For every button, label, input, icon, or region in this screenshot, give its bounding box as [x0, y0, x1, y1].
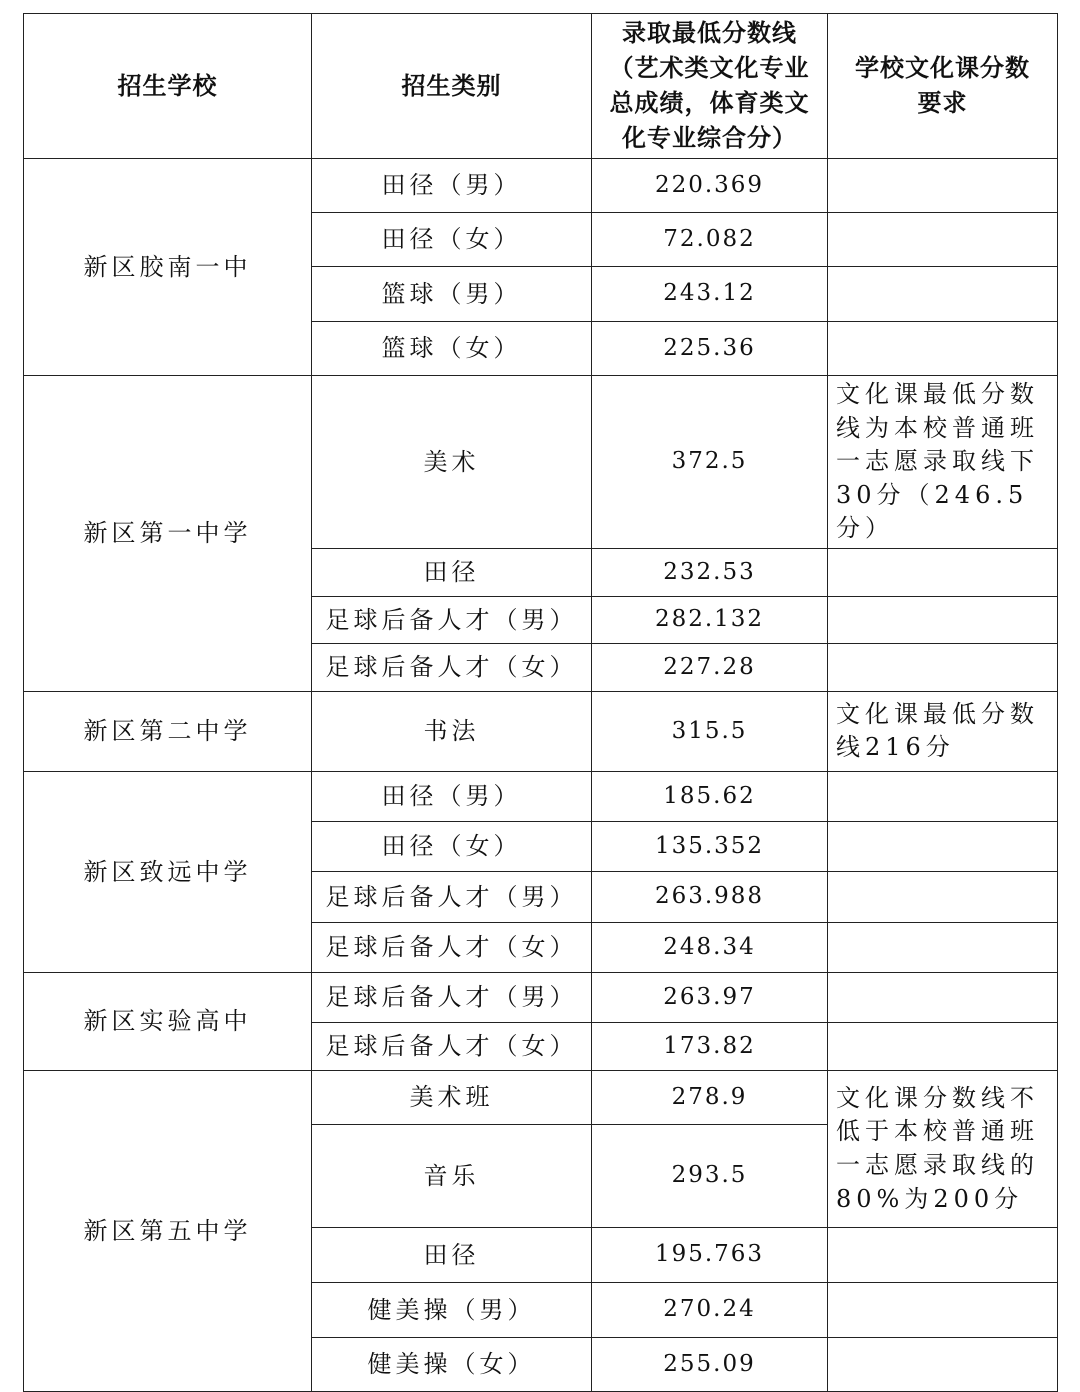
score-cell: 263.988	[592, 871, 828, 922]
table-row	[24, 376, 1058, 549]
score-cell: 72.082	[592, 213, 828, 267]
header-category: 招生类别	[312, 14, 592, 159]
note-cell	[828, 771, 1058, 821]
table-row	[24, 159, 1058, 213]
category-cell: 足球后备人才（女）	[312, 643, 592, 691]
table-row	[24, 691, 1058, 771]
header-score-line: 录取最低分数线（艺术类文化专业总成绩，体育类文化专业综合分）	[592, 14, 828, 159]
school-name: 新区第五中学	[24, 1070, 312, 1391]
note-cell	[828, 159, 1058, 213]
note-cell	[828, 1337, 1058, 1391]
score-cell: 173.82	[592, 1022, 828, 1070]
score-cell: 243.12	[592, 267, 828, 322]
category-cell: 健美操（男）	[312, 1282, 592, 1337]
category-cell: 书法	[312, 691, 592, 771]
note-cell	[828, 871, 1058, 922]
category-cell: 音乐	[312, 1124, 592, 1227]
note-cell	[828, 548, 1058, 596]
category-cell: 篮球（女）	[312, 322, 592, 376]
score-cell: 270.24	[592, 1282, 828, 1337]
category-cell: 足球后备人才（男）	[312, 871, 592, 922]
score-cell: 255.09	[592, 1337, 828, 1391]
category-cell: 足球后备人才（女）	[312, 1022, 592, 1070]
admission-score-table	[23, 13, 1058, 1392]
category-cell: 田径	[312, 548, 592, 596]
table-row	[24, 771, 1058, 821]
note-cell	[828, 213, 1058, 267]
table-row	[24, 972, 1058, 1022]
category-cell: 田径（女）	[312, 821, 592, 871]
note-cell	[828, 596, 1058, 643]
header-culture-requirement: 学校文化课分数要求	[828, 14, 1058, 159]
score-cell: 220.369	[592, 159, 828, 213]
category-cell: 美术	[312, 376, 592, 549]
note-cell	[828, 821, 1058, 871]
score-cell: 227.28	[592, 643, 828, 691]
category-cell: 足球后备人才（男）	[312, 972, 592, 1022]
note-cell	[828, 922, 1058, 972]
score-cell: 185.62	[592, 771, 828, 821]
score-cell: 248.34	[592, 922, 828, 972]
score-cell: 315.5	[592, 691, 828, 771]
note-cell	[828, 267, 1058, 322]
category-cell: 健美操（女）	[312, 1337, 592, 1391]
score-cell: 135.352	[592, 821, 828, 871]
score-cell: 195.763	[592, 1227, 828, 1282]
note-cell	[828, 972, 1058, 1022]
note-cell: 文化课分数线不低于本校普通班一志愿录取线的80%为200分	[828, 1070, 1058, 1227]
score-cell: 293.5	[592, 1124, 828, 1227]
note-cell: 文化课最低分数线216分	[828, 691, 1058, 771]
category-cell: 美术班	[312, 1070, 592, 1124]
note-cell	[828, 1227, 1058, 1282]
score-cell: 372.5	[592, 376, 828, 549]
category-cell: 篮球（男）	[312, 267, 592, 322]
category-cell: 田径	[312, 1227, 592, 1282]
category-cell: 田径（男）	[312, 159, 592, 213]
note-cell: 文化课最低分数线为本校普通班一志愿录取线下30分（246.5分）	[828, 376, 1058, 549]
score-cell: 225.36	[592, 322, 828, 376]
note-cell	[828, 322, 1058, 376]
note-cell	[828, 1282, 1058, 1337]
note-cell	[828, 643, 1058, 691]
category-cell: 足球后备人才（男）	[312, 596, 592, 643]
score-cell: 282.132	[592, 596, 828, 643]
header-school: 招生学校	[24, 14, 312, 159]
school-name: 新区致远中学	[24, 771, 312, 972]
score-cell: 278.9	[592, 1070, 828, 1124]
note-cell	[828, 1022, 1058, 1070]
category-cell: 足球后备人才（女）	[312, 922, 592, 972]
school-name: 新区胶南一中	[24, 159, 312, 376]
score-cell: 263.97	[592, 972, 828, 1022]
table-row	[24, 1070, 1058, 1124]
table-header-row	[24, 14, 1058, 159]
school-name: 新区实验高中	[24, 972, 312, 1070]
school-name: 新区第一中学	[24, 376, 312, 692]
category-cell: 田径（男）	[312, 771, 592, 821]
category-cell: 田径（女）	[312, 213, 592, 267]
score-cell: 232.53	[592, 548, 828, 596]
school-name: 新区第二中学	[24, 691, 312, 771]
